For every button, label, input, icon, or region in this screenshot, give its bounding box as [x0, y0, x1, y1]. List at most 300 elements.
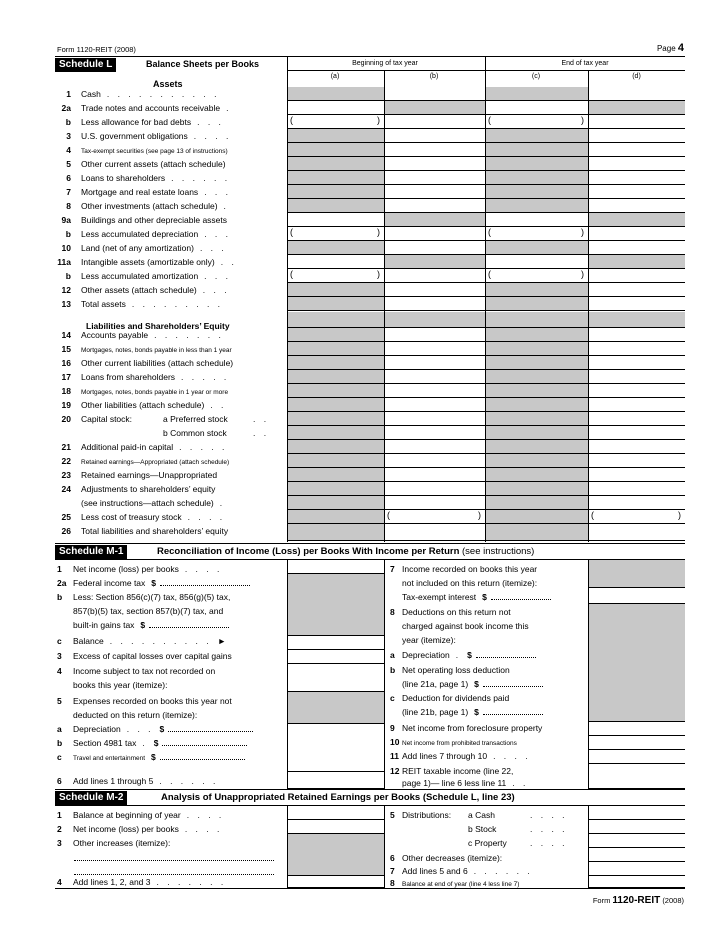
leader-dots: . . . .	[493, 751, 531, 761]
close-paren: )	[581, 115, 584, 125]
line-label: Depreciation	[402, 650, 450, 660]
shaded-cell	[485, 412, 588, 426]
schedule-line	[390, 634, 456, 646]
shaded-cell	[287, 129, 384, 143]
amount-field[interactable]	[588, 750, 685, 764]
itemize-input[interactable]	[491, 591, 551, 600]
amount-field[interactable]	[588, 199, 685, 213]
amount-field[interactable]	[287, 636, 384, 650]
schedule-line	[57, 591, 230, 603]
amount-field[interactable]	[287, 806, 384, 820]
shaded-cell	[485, 440, 588, 454]
amount-field[interactable]	[588, 129, 685, 143]
schedule-l-line	[57, 511, 225, 523]
amount-field[interactable]	[384, 241, 485, 255]
page-number: 4	[677, 42, 684, 54]
shaded-cell	[384, 255, 485, 269]
shaded-cell	[287, 426, 384, 440]
schedule-l-line	[57, 385, 228, 399]
close-paren: )	[377, 115, 380, 125]
line-number: 8	[390, 607, 395, 617]
shaded-cell	[485, 297, 588, 311]
line-label: Less accumulated depreciation	[81, 229, 199, 239]
amount-field[interactable]	[384, 171, 485, 185]
amount-field[interactable]	[588, 185, 685, 199]
line-label: deducted on this return (itemize):	[73, 710, 198, 720]
page-number-label	[657, 42, 684, 54]
amount-field[interactable]	[287, 115, 384, 129]
shaded-cell	[485, 426, 588, 440]
line-label: Loans to shareholders	[81, 173, 166, 183]
dollar-sign: $	[467, 650, 472, 660]
line-number: 18	[61, 386, 71, 396]
shaded-cell	[485, 283, 588, 297]
schedule-l-line	[57, 228, 231, 240]
amount-field[interactable]	[588, 143, 685, 157]
m1-divider	[384, 560, 385, 789]
schedule-line	[390, 865, 533, 877]
shaded-cell	[287, 834, 384, 876]
schedule-l-line	[57, 102, 231, 114]
shaded-cell	[485, 370, 588, 384]
leader-dots: . . . . . .	[473, 866, 533, 876]
line-label: Add lines 1 through 5	[73, 776, 154, 786]
shaded-cell	[588, 255, 685, 269]
close-paren: )	[478, 510, 481, 520]
schedule-l-line	[57, 172, 230, 184]
shaded-cell	[287, 574, 384, 636]
amount-field[interactable]	[588, 328, 685, 342]
line-label: Less allowance for bad debts	[81, 117, 192, 127]
leader-dots: . .	[253, 414, 270, 424]
amount-field[interactable]	[588, 510, 685, 524]
col-heading-rule	[287, 70, 685, 71]
amount-field[interactable]	[384, 356, 485, 370]
line-label: Travel and entertainment	[73, 755, 146, 762]
schedule-line	[390, 577, 537, 589]
schedule-m2-tag: Schedule M-2	[55, 791, 127, 805]
amount-field[interactable]	[384, 398, 485, 412]
itemize-input[interactable]	[74, 852, 274, 861]
line-label: Other increases (itemize):	[73, 838, 171, 848]
leader-dots: . . . .	[184, 824, 223, 834]
amount-field[interactable]	[588, 806, 685, 820]
amount-field[interactable]	[485, 269, 588, 283]
line-number: 2a	[61, 103, 71, 113]
shaded-cell	[287, 398, 384, 412]
open-paren: (	[387, 510, 390, 520]
itemize-input[interactable]	[168, 723, 253, 732]
line-number: 23	[61, 470, 71, 480]
amount-field[interactable]	[485, 227, 588, 241]
amount-field[interactable]	[384, 524, 485, 541]
schedule-line	[57, 837, 170, 849]
line-label: Add lines 1, 2, and 3	[73, 877, 151, 887]
amount-field[interactable]	[384, 468, 485, 482]
line-number: 7	[390, 866, 395, 876]
amount-field[interactable]	[384, 297, 485, 311]
open-paren: (	[488, 269, 491, 279]
line-label: Add lines 7 through 10	[402, 751, 488, 761]
amount-field[interactable]	[384, 440, 485, 454]
shaded-cell	[287, 412, 384, 426]
leader-dots: . . . .	[530, 838, 568, 848]
amount-field[interactable]	[384, 496, 485, 510]
amount-field[interactable]	[384, 426, 485, 440]
line-label: Federal income tax	[73, 578, 146, 588]
schedule-line	[57, 679, 167, 691]
schedule-m1-title-suffix: (see instructions)	[462, 546, 535, 557]
amount-field[interactable]	[588, 588, 685, 604]
amount-field[interactable]	[588, 848, 685, 862]
amount-field[interactable]	[287, 560, 384, 574]
schedule-line	[390, 852, 502, 864]
amount-field[interactable]	[588, 269, 685, 283]
schedule-l-line	[57, 158, 226, 170]
amount-field[interactable]	[287, 664, 384, 692]
line-number: 26	[61, 526, 71, 536]
liabilities-heading-cell	[588, 312, 685, 328]
amount-field[interactable]	[588, 283, 685, 297]
amount-field[interactable]	[384, 115, 485, 129]
line-number: 6	[57, 776, 62, 786]
shaded-cell	[485, 496, 588, 510]
schedule-l-line	[57, 469, 217, 481]
amount-field[interactable]	[384, 510, 485, 524]
amount-field[interactable]	[588, 241, 685, 255]
amount-field[interactable]	[384, 185, 485, 199]
leader-dots: . .	[512, 778, 529, 788]
amount-field[interactable]	[384, 454, 485, 468]
leader-dots: .	[226, 103, 232, 113]
amount-field[interactable]	[384, 370, 485, 384]
leader-dots: . . .	[199, 243, 227, 253]
liabilities-heading-cell	[287, 312, 384, 328]
amount-field[interactable]	[287, 213, 384, 227]
amount-field[interactable]	[588, 412, 685, 426]
line-number: 14	[61, 330, 71, 340]
schedule-line	[390, 736, 517, 750]
shaded-cell	[485, 510, 588, 524]
schedule-line	[57, 650, 232, 662]
leader-dots: . . .	[204, 187, 231, 197]
line-label: Balance	[73, 636, 104, 646]
leader-dots: .	[223, 201, 229, 211]
amount-field[interactable]	[588, 426, 685, 440]
amount-field[interactable]	[384, 199, 485, 213]
line-number: 9	[390, 723, 395, 733]
shaded-cell	[485, 384, 588, 398]
line-number: 15	[61, 344, 71, 354]
shaded-cell	[287, 468, 384, 482]
line-label: REIT taxable income (line 22,	[402, 766, 514, 776]
leader-dots: . . . . .	[179, 442, 228, 452]
schedule-line	[57, 876, 226, 888]
amount-field[interactable]	[384, 129, 485, 143]
amount-field[interactable]	[588, 297, 685, 311]
line-number: 20	[61, 414, 71, 424]
line-number: 5	[390, 810, 395, 820]
shaded-cell	[287, 496, 384, 510]
amount-field[interactable]	[588, 115, 685, 129]
line-label: Buildings and other depreciable assets	[81, 215, 228, 225]
line-number: 22	[61, 456, 71, 466]
amount-field[interactable]	[485, 213, 588, 227]
line-number: b	[65, 117, 71, 127]
shaded-cell	[485, 328, 588, 342]
footer-form-number: 1120-REIT	[612, 895, 661, 906]
schedule-l-line	[57, 357, 233, 369]
close-paren: )	[581, 269, 584, 279]
amount-field[interactable]	[287, 269, 384, 283]
line-label: (line 21a, page 1)	[402, 679, 469, 689]
line-number: 2a	[57, 578, 67, 588]
line-label: page 1)— line 6 less line 11	[402, 778, 507, 788]
schedule-line	[390, 620, 529, 632]
schedule-line	[390, 591, 551, 603]
leader-dots: . . . .	[184, 564, 223, 574]
line-label: Net income (loss) per books	[73, 564, 179, 574]
schedule-line	[390, 692, 509, 704]
line-label: not included on this return (itemize):	[402, 578, 538, 588]
amount-field[interactable]	[485, 255, 588, 269]
col-b-heading: (b)	[429, 73, 439, 80]
amount-field[interactable]	[384, 283, 485, 297]
shaded-cell	[485, 356, 588, 370]
amount-field[interactable]	[588, 342, 685, 356]
schedule-l-line	[57, 186, 231, 198]
amount-field[interactable]	[287, 227, 384, 241]
itemize-input[interactable]	[149, 619, 229, 628]
amount-field[interactable]	[384, 143, 485, 157]
leader-dots: . . . . . .	[159, 776, 219, 786]
dollar-sign: $	[151, 578, 157, 588]
shaded-cell	[588, 101, 685, 115]
sub-line-label: b Stock	[468, 824, 497, 834]
bottom-rule	[55, 888, 685, 889]
line-number: 11	[390, 751, 399, 761]
amount-field[interactable]	[485, 101, 588, 115]
leader-dots: . . . .	[187, 512, 226, 522]
line-label: Section 4981 tax	[73, 738, 137, 748]
amount-field[interactable]	[588, 764, 685, 789]
schedule-m1-tag: Schedule M-1	[55, 545, 127, 559]
line-label: Mortgage and real estate loans	[81, 187, 199, 197]
amount-field[interactable]	[287, 650, 384, 664]
line-label: (line 21b, page 1)	[402, 707, 469, 717]
shaded-cell	[287, 241, 384, 255]
line-number: 25	[61, 512, 71, 522]
amount-field[interactable]	[287, 724, 384, 772]
line-number: 7	[390, 564, 395, 574]
line-number: 6	[390, 853, 395, 863]
schedule-line	[390, 649, 536, 661]
leader-dots: . . . . . . .	[156, 877, 227, 887]
shaded-cell	[485, 241, 588, 255]
line-label: Additional paid-in capital	[81, 442, 174, 452]
line-label: Retained earnings—Unappropriated	[81, 470, 218, 480]
amount-field[interactable]	[384, 412, 485, 426]
shaded-cell	[384, 213, 485, 227]
line-number: 13	[61, 299, 71, 309]
leader-dots: .	[219, 498, 226, 508]
line-label: Balance at end of year (line 4 less line 7)	[402, 881, 520, 888]
amount-field[interactable]	[588, 171, 685, 185]
schedule-l-title: Balance Sheets per Books	[146, 59, 260, 69]
line-label: Retained earnings—Appropriated (attach schedule)	[81, 459, 230, 466]
schedule-l-line	[57, 130, 231, 142]
liabilities-heading: Liabilities and Shareholders’ Equity	[86, 321, 230, 331]
line-number: 10	[390, 737, 400, 747]
amount-field[interactable]	[287, 820, 384, 834]
amount-field[interactable]	[588, 157, 685, 171]
schedule-line	[57, 751, 245, 765]
amount-field[interactable]	[588, 524, 685, 541]
schedule-l-line	[57, 343, 232, 357]
amount-field[interactable]	[287, 876, 384, 888]
amount-field[interactable]	[485, 115, 588, 129]
amount-field[interactable]	[588, 862, 685, 876]
line-label: Net income from foreclosure property	[402, 723, 543, 733]
amount-field[interactable]	[588, 227, 685, 241]
schedule-line	[57, 723, 253, 735]
leader-dots: . . . .	[193, 131, 232, 141]
leader-dots: . .	[210, 400, 227, 410]
leader-dots: . . . .	[186, 810, 225, 820]
amount-field[interactable]	[588, 370, 685, 384]
shaded-cell	[287, 185, 384, 199]
itemize-input[interactable]	[162, 737, 247, 746]
amount-field[interactable]	[287, 772, 384, 789]
shaded-cell	[287, 454, 384, 468]
leader-dots: . . .	[204, 271, 231, 281]
line-number: 17	[61, 372, 71, 382]
amount-field[interactable]	[287, 255, 384, 269]
line-number: 4	[57, 666, 62, 676]
line-label: Other decreases (itemize):	[402, 853, 503, 863]
line-number: 21	[61, 442, 71, 452]
itemize-input[interactable]	[483, 706, 543, 715]
amount-field[interactable]	[588, 722, 685, 736]
leader-dots: . . . . .	[181, 372, 230, 382]
line-number: 5	[66, 159, 71, 169]
shaded-cell	[287, 692, 384, 724]
line-label: Other current assets (attach schedule)	[81, 159, 226, 169]
line-label: Adjustments to shareholders’ equity	[81, 484, 216, 494]
schedule-m2-title: Analysis of Unappropriated Retained Earnings per Books (Schedule L, line 23)	[161, 792, 515, 803]
itemize-input[interactable]	[160, 751, 245, 760]
schedule-l-line	[57, 298, 223, 310]
schedule-line	[390, 750, 531, 762]
amount-field[interactable]	[384, 342, 485, 356]
leader-dots: .	[455, 650, 462, 660]
end-of-year-heading: End of tax year	[561, 60, 609, 67]
shaded-cell	[485, 398, 588, 412]
schedule-l-line	[57, 270, 231, 282]
amount-field[interactable]	[588, 496, 685, 510]
sub-line-label: a Cash	[468, 810, 495, 820]
close-paren: )	[581, 227, 584, 237]
itemize-input[interactable]	[74, 866, 274, 875]
amount-field[interactable]	[588, 736, 685, 750]
line-label: Intangible assets (amortizable only)	[81, 257, 215, 267]
line-label: Deductions on this return not	[402, 607, 511, 617]
amount-field[interactable]	[287, 101, 384, 115]
amount-field[interactable]	[588, 398, 685, 412]
itemize-input[interactable]	[476, 649, 536, 658]
amount-field[interactable]	[384, 384, 485, 398]
leader-dots: . . .	[197, 117, 224, 127]
amount-field[interactable]	[588, 440, 685, 454]
shaded-cell	[287, 143, 384, 157]
line-label: Balance at beginning of year	[73, 810, 181, 820]
schedule-line	[390, 606, 511, 618]
amount-field[interactable]	[384, 87, 485, 101]
dollar-sign: $	[151, 752, 156, 762]
schedule-line	[390, 823, 568, 835]
line-label: Other assets (attach schedule)	[81, 285, 197, 295]
amount-field[interactable]	[588, 482, 685, 496]
shaded-cell	[485, 171, 588, 185]
leader-dots: . . . . . . . . . .	[109, 636, 212, 646]
line-number: 16	[61, 358, 71, 368]
line-number: c	[57, 752, 62, 762]
amount-field[interactable]	[588, 384, 685, 398]
amount-field[interactable]	[588, 820, 685, 834]
schedule-l-line	[57, 284, 230, 296]
amount-field[interactable]	[588, 468, 685, 482]
dollar-sign: $	[474, 707, 479, 717]
amount-field[interactable]	[588, 356, 685, 370]
amount-field[interactable]	[384, 328, 485, 342]
form-footer	[593, 895, 684, 906]
form-header-left: Form 1120-REIT (2008)	[57, 45, 136, 54]
shaded-cell	[485, 454, 588, 468]
itemize-input[interactable]	[483, 678, 543, 687]
shaded-cell	[588, 604, 685, 722]
line-number: 8	[390, 878, 395, 888]
amount-field[interactable]	[384, 157, 485, 171]
shaded-cell	[287, 157, 384, 171]
amount-field[interactable]	[384, 482, 485, 496]
open-paren: (	[290, 269, 293, 279]
leader-dots: . . . . . . . . .	[131, 299, 224, 309]
line-label: Deduction for dividends paid	[402, 693, 510, 703]
beginning-of-year-heading: Beginning of tax year	[352, 60, 418, 67]
schedule-line	[57, 709, 197, 721]
shaded-cell	[287, 524, 384, 541]
amount-field[interactable]	[384, 227, 485, 241]
amount-field[interactable]	[384, 269, 485, 283]
amount-field[interactable]	[588, 87, 685, 101]
line-label: Total liabilities and shareholders’ equity	[81, 526, 229, 536]
itemize-input[interactable]	[160, 577, 250, 586]
line-number: c	[57, 636, 62, 646]
m2-divider	[384, 806, 385, 888]
line-label: Net income (loss) per books	[73, 824, 179, 834]
amount-field[interactable]	[588, 834, 685, 848]
shaded-cell	[384, 101, 485, 115]
line-label: year (itemize):	[402, 635, 456, 645]
shaded-cell	[485, 87, 588, 101]
line-number: 4	[66, 145, 71, 155]
sub-line-label: c Property	[468, 838, 507, 848]
schedule-l-line	[57, 455, 229, 469]
schedule-line	[390, 837, 568, 849]
amount-field[interactable]	[588, 454, 685, 468]
line-label: Less accumulated amortization	[81, 271, 199, 281]
amount-field[interactable]	[588, 876, 685, 888]
